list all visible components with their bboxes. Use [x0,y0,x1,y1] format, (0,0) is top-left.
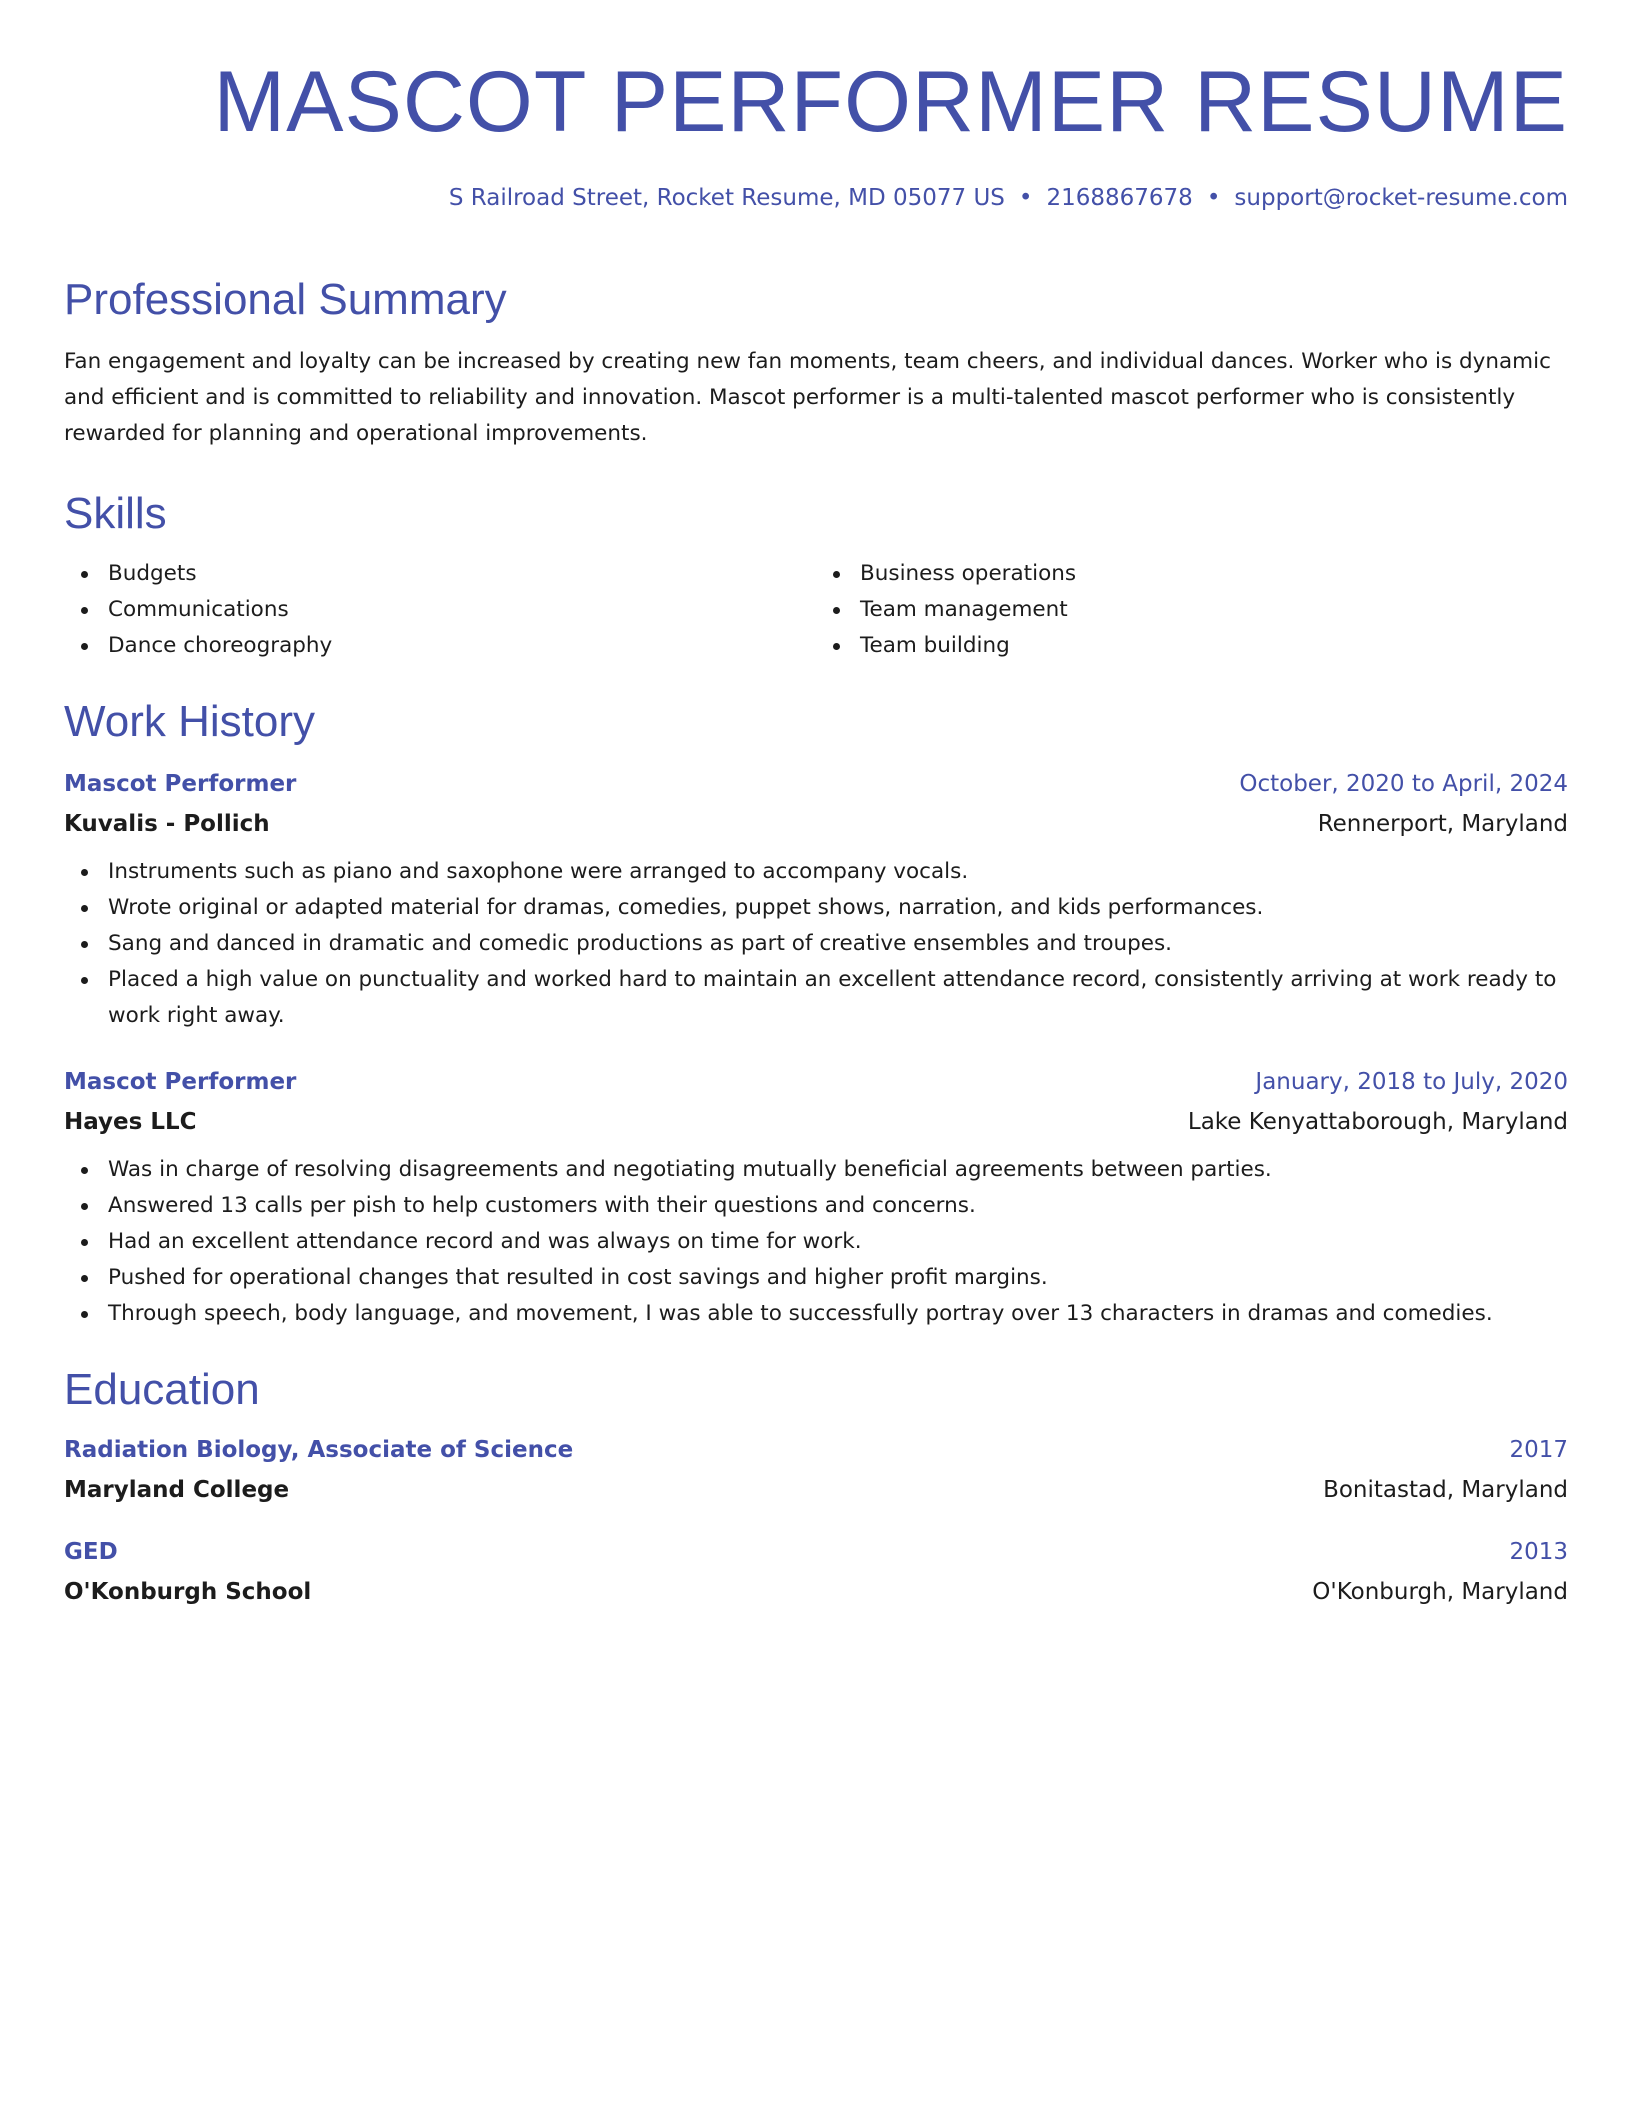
job-duty: Placed a high value on punctuality and worked hard to maintain an excellent attendance record, consistently arriving at work ready to work right away. [108,962,1568,1034]
job-duty: Wrote original or adapted material for dramas, comedies, puppet shows, narration, and kids performances. [108,890,1568,926]
job-duty: Was in charge of resolving disagreements and negotiating mutually beneficial agreements between parties. [108,1152,1568,1188]
job-duty: Sang and danced in dramatic and comedic productions as part of creative ensembles and troupes. [108,926,1568,962]
summary-heading: Professional Summary [64,275,507,324]
skills-column-right [816,556,1568,664]
education-school: O'Konburgh School [64,1579,312,1605]
skill-item: Communications [108,592,816,628]
education-location: O'Konburgh, Maryland [1312,1579,1568,1605]
education-school-row [64,1574,1568,1610]
contact-separator: • [1018,185,1033,211]
resume-title: MASCOT PERFORMER RESUME [213,54,1568,150]
job-duty: Through speech, body language, and movement, I was able to successfully portray over 13 characters in dramas and comedies. [108,1296,1568,1332]
job-location: Lake Kenyattaborough, Maryland [1187,1109,1568,1135]
education-year: 2017 [1509,1437,1568,1463]
skills-list [64,556,1568,664]
contact-separator: • [1206,185,1221,211]
job-company: Hayes LLC [64,1109,197,1135]
education-degree: Radiation Biology, Associate of Science [64,1437,574,1463]
resume-page [64,0,1568,1610]
job-duty: Pushed for operational changes that resulted in cost savings and higher profit margins. [108,1260,1568,1296]
skill-item: Budgets [108,556,816,592]
resume-header [64,0,1568,214]
education-degree: GED [64,1539,118,1565]
contact-email: support@rocket-resume.com [1234,185,1568,211]
job-dates: January, 2018 to July, 2020 [1255,1069,1568,1095]
education-header-row [64,1432,1568,1468]
work-history-heading: Work History [64,697,315,746]
skill-item: Team management [860,592,1568,628]
skill-item: Team building [860,628,1568,664]
job-company-row [64,1104,1568,1140]
skills-heading: Skills [64,489,167,538]
job-duty: Had an excellent attendance record and was always on time for work. [108,1224,1568,1260]
contact-phone: 2168867678 [1046,185,1193,211]
job-header-row [64,766,1568,802]
education-entry [64,1534,1568,1610]
job-duties [64,1152,1568,1332]
job-duties [64,854,1568,1034]
skills-column-left [64,556,816,664]
job-company: Kuvalis - Pollich [64,811,270,837]
job-duty: Answered 13 calls per pish to help customers with their questions and concerns. [108,1188,1568,1224]
contact-address: S Railroad Street, Rocket Resume, MD 05077 US [448,185,1005,211]
skill-item: Dance choreography [108,628,816,664]
job-location: Rennerport, Maryland [1317,811,1568,837]
education-heading: Education [64,1365,260,1414]
summary-text: Fan engagement and loyalty can be increased by creating new fan moments, team cheers, and individual dances. Worker who is dynamic and efficient and is committed to reliability and innovation. Mascot performer is a multi-talented mascot performer who is consistently rewarded for planning and operational improvements. [64,349,1551,446]
education-header-row [64,1534,1568,1570]
job-duty: Instruments such as piano and saxophone were arranged to accompany vocals. [108,854,1568,890]
job-dates: October, 2020 to April, 2024 [1239,771,1568,797]
education-location: Bonitastad, Maryland [1323,1477,1568,1503]
job-entry [64,1064,1568,1332]
job-entry [64,766,1568,1034]
education-entry [64,1432,1568,1508]
job-company-row [64,806,1568,842]
education-school: Maryland College [64,1477,290,1503]
education-school-row [64,1472,1568,1508]
contact-line [64,182,1568,214]
education-year: 2013 [1509,1539,1568,1565]
job-header-row [64,1064,1568,1100]
job-role: Mascot Performer [64,771,297,797]
job-role: Mascot Performer [64,1069,297,1095]
skill-item: Business operations [860,556,1568,592]
